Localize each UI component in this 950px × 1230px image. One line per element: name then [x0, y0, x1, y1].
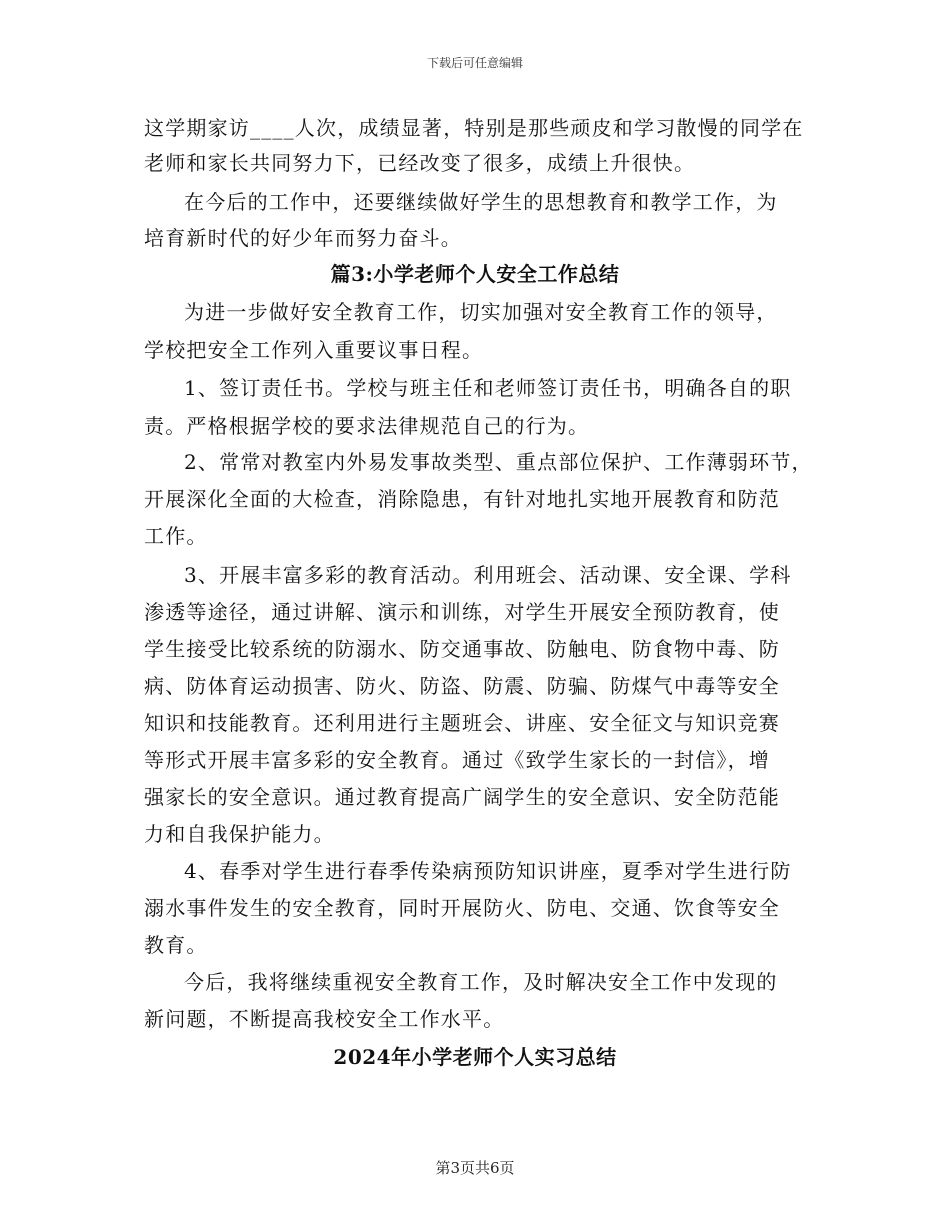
next-document-title: 2024年小学老师个人实习总结	[333, 1045, 617, 1069]
body-line: 渗透等途径，通过讲解、演示和训练，对学生开展安全预防教育，使	[144, 600, 780, 624]
body-line: 4、春季对学生进行春季传染病预防知识讲座，夏季对学生进行防	[184, 859, 792, 883]
body-line: 培育新时代的好少年而努力奋斗。	[144, 226, 462, 250]
body-line: 今后，我将继续重视安全教育工作，及时解决安全工作中发现的	[184, 970, 778, 994]
body-line: 责。严格根据学校的要求法律规范自己的行为。	[144, 414, 590, 438]
body-line: 1、签订责任书。学校与班主任和老师签订责任书，明确各自的职	[184, 376, 792, 400]
body-line: 3、开展丰富多彩的教育活动。利用班会、活动课、安全课、学科	[184, 563, 792, 587]
body-line: 学校把安全工作列入重要议事日程。	[144, 338, 484, 362]
body-line: 教育。	[144, 933, 208, 957]
body-line: 新问题，不断提高我校安全工作水平。	[144, 1007, 505, 1031]
body-line: 溺水事件发生的安全教育，同时开展防火、防电、交通、饮食等安全	[144, 896, 780, 920]
body-line: 在今后的工作中，还要继续做好学生的思想教育和教学工作，为	[184, 190, 778, 214]
body-line: 开展深化全面的大检查，消除隐患，有针对地扎实地开展教育和防范	[144, 487, 780, 511]
body-line: 强家长的安全意识。通过教育提高广阔学生的安全意识、安全防范能	[144, 785, 780, 809]
section-heading: 篇3:小学老师个人安全工作总结	[330, 262, 620, 286]
body-line: 知识和技能教育。还利用进行主题班会、讲座、安全征文与知识竞赛	[144, 711, 780, 735]
page-header: 下载后可任意编辑	[426, 56, 523, 70]
body-line: 老师和家长共同努力下，已经改变了很多，成绩上升很快。	[144, 151, 696, 175]
body-line: 为进一步做好安全教育工作，切实加强对安全教育工作的领导，	[184, 300, 778, 324]
body-line: 病、防体育运动损害、防火、防盗、防震、防骗、防煤气中毒等安全	[144, 674, 780, 698]
body-line: 力和自我保护能力。	[144, 822, 335, 846]
body-line: 2、常常对教室内外易发事故类型、重点部位保护、工作薄弱环节，	[184, 450, 813, 474]
body-line: 工作。	[144, 524, 208, 548]
body-line: 这学期家访____人次，成绩显著，特别是那些顽皮和学习散慢的同学在	[144, 116, 804, 140]
body-line: 等形式开展丰富多彩的安全教育。通过《致学生家长的一封信》，增	[144, 748, 770, 772]
page-footer: 第3页共6页	[435, 1159, 515, 1177]
body-line: 学生接受比较系统的防溺水、防交通事故、防触电、防食物中毒、防	[144, 637, 780, 661]
